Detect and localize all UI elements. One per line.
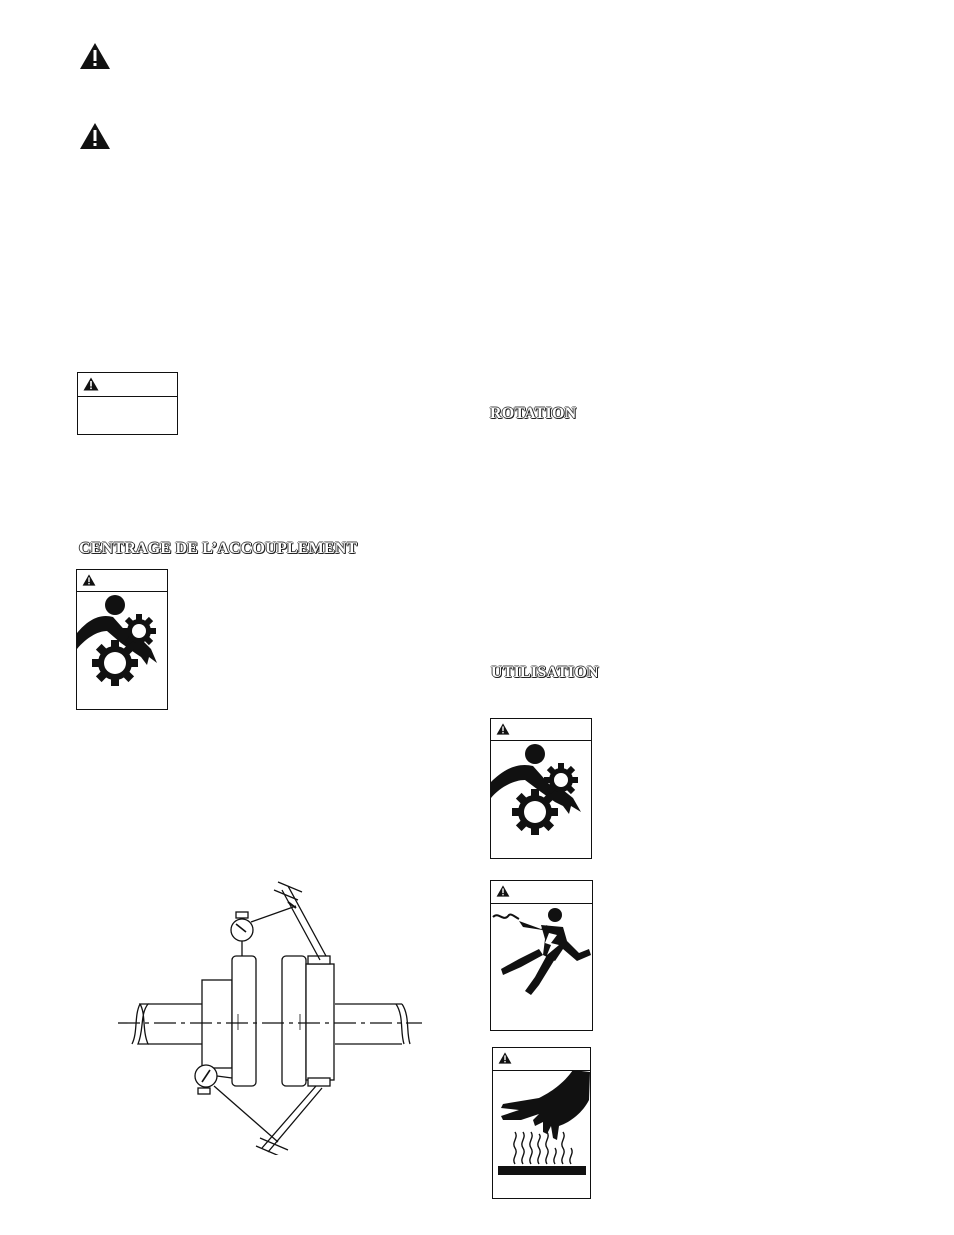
warning-triangle-icon xyxy=(496,885,510,897)
electric-shock-icon xyxy=(491,903,592,1030)
gears-warning-sign xyxy=(76,569,168,710)
warning-triangle-icon xyxy=(83,377,99,391)
warning-triangle-icon xyxy=(496,723,510,735)
warning-sign-box xyxy=(77,372,178,435)
warning-triangle-icon xyxy=(82,574,96,586)
section-heading-centrage: CENTRAGE DE L’ACCOUPLEMENT xyxy=(79,540,358,557)
gears-warning-sign xyxy=(490,718,592,859)
hot-surface-hand-icon xyxy=(493,1070,590,1198)
section-heading-utilisation: UTILISATION xyxy=(491,664,599,681)
section-heading-rotation: ROTATION xyxy=(490,405,577,422)
hand-caught-in-gears-icon xyxy=(491,740,591,858)
hot-surface-warning-sign xyxy=(492,1047,591,1199)
coupling-alignment-diagram xyxy=(110,880,430,1155)
warning-triangle-icon xyxy=(498,1052,512,1064)
warning-triangle-icon xyxy=(79,122,111,150)
hand-caught-in-gears-icon xyxy=(77,591,167,709)
electric-shock-warning-sign xyxy=(490,880,593,1031)
warning-triangle-icon xyxy=(79,42,111,70)
